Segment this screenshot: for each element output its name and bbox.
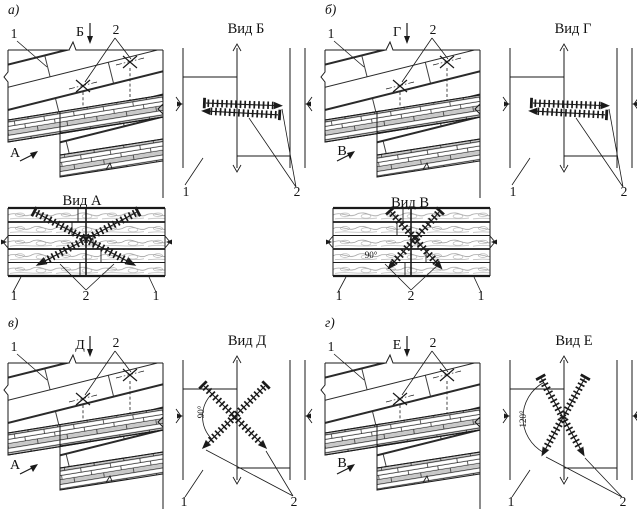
panel-g-side-letter: В (337, 456, 347, 471)
axon-b (321, 23, 480, 198)
panel-b-side-letter: В (337, 144, 347, 159)
view-d-callout-1: 1 (180, 494, 188, 509)
callout-leader-2 (206, 450, 293, 496)
view-b-callout-1: 1 (182, 184, 190, 199)
panel-a-callout-1: 1 (10, 26, 18, 41)
panel-g-tag: г) (325, 315, 335, 330)
panel-a-callout-2: 2 (112, 22, 120, 37)
xsec-a (1, 208, 172, 292)
view-b-title: Вид Б (227, 21, 265, 37)
callout-leader-2 (546, 457, 622, 497)
panel-g-callout-1: 1 (327, 339, 335, 354)
section-b-callout-left: 1 (335, 288, 343, 303)
xsec-v (326, 208, 497, 292)
panel-b-tag: б) (325, 2, 337, 17)
view-e-callout-2: 2 (619, 494, 627, 509)
view-e-title: Вид Е (555, 333, 593, 349)
panel-a-view-letter: Б (75, 25, 85, 40)
view-b-callout-2: 2 (293, 184, 301, 199)
section-a-title: Вид А (62, 193, 102, 209)
panel-v-view-letter: Д (75, 338, 85, 353)
section-b-title: Вид В (390, 195, 430, 211)
section-b-group (326, 195, 497, 303)
axon-g (321, 336, 480, 509)
section-b-angle-label: 90° (364, 250, 378, 260)
callout-leader-2 (249, 109, 296, 187)
section-b-callout-right: 1 (477, 288, 485, 303)
view-e-callout-1: 1 (507, 494, 515, 509)
callout-leader-2 (576, 109, 623, 187)
screw-upper (530, 98, 610, 111)
panel-a-group (4, 2, 312, 199)
section-a-group (1, 193, 172, 303)
view-d-callout-2: 2 (290, 494, 298, 509)
panel-b-callout-2: 2 (429, 22, 437, 37)
panel-b-view-letter: Г (392, 25, 402, 40)
view-g-callout-2: 2 (620, 184, 628, 199)
panel-v-tag: в) (8, 315, 19, 330)
panel-v-group (4, 315, 312, 509)
section-b-callout-screws: 2 (407, 288, 415, 303)
panel-v-callout-1: 1 (10, 339, 18, 354)
view-g-title: Вид Г (554, 21, 592, 37)
panel-g-view-letter: Е (392, 338, 402, 353)
section-a-callout-left: 1 (10, 288, 18, 303)
view-d-title: Вид Д (227, 333, 267, 349)
screw-upper (203, 98, 283, 111)
axon-a (4, 23, 163, 198)
view-g-callout-1: 1 (509, 184, 517, 199)
axon-v (4, 336, 163, 509)
view-e-angle-label: 120° (518, 410, 528, 428)
panel-b-group (321, 2, 637, 199)
panel-v-side-letter: А (9, 458, 21, 473)
view-d-angle-label: 90° (196, 405, 206, 419)
panel-a-side-letter: А (9, 146, 21, 161)
section-a-callout-screws: 2 (82, 288, 90, 303)
panel-g-group (321, 315, 637, 509)
panel-a-tag: а) (8, 2, 20, 17)
panel-g-callout-2: 2 (429, 335, 437, 350)
section-a-callout-right: 1 (152, 288, 160, 303)
panel-v-callout-2: 2 (112, 335, 120, 350)
panel-b-callout-1: 1 (327, 26, 335, 41)
